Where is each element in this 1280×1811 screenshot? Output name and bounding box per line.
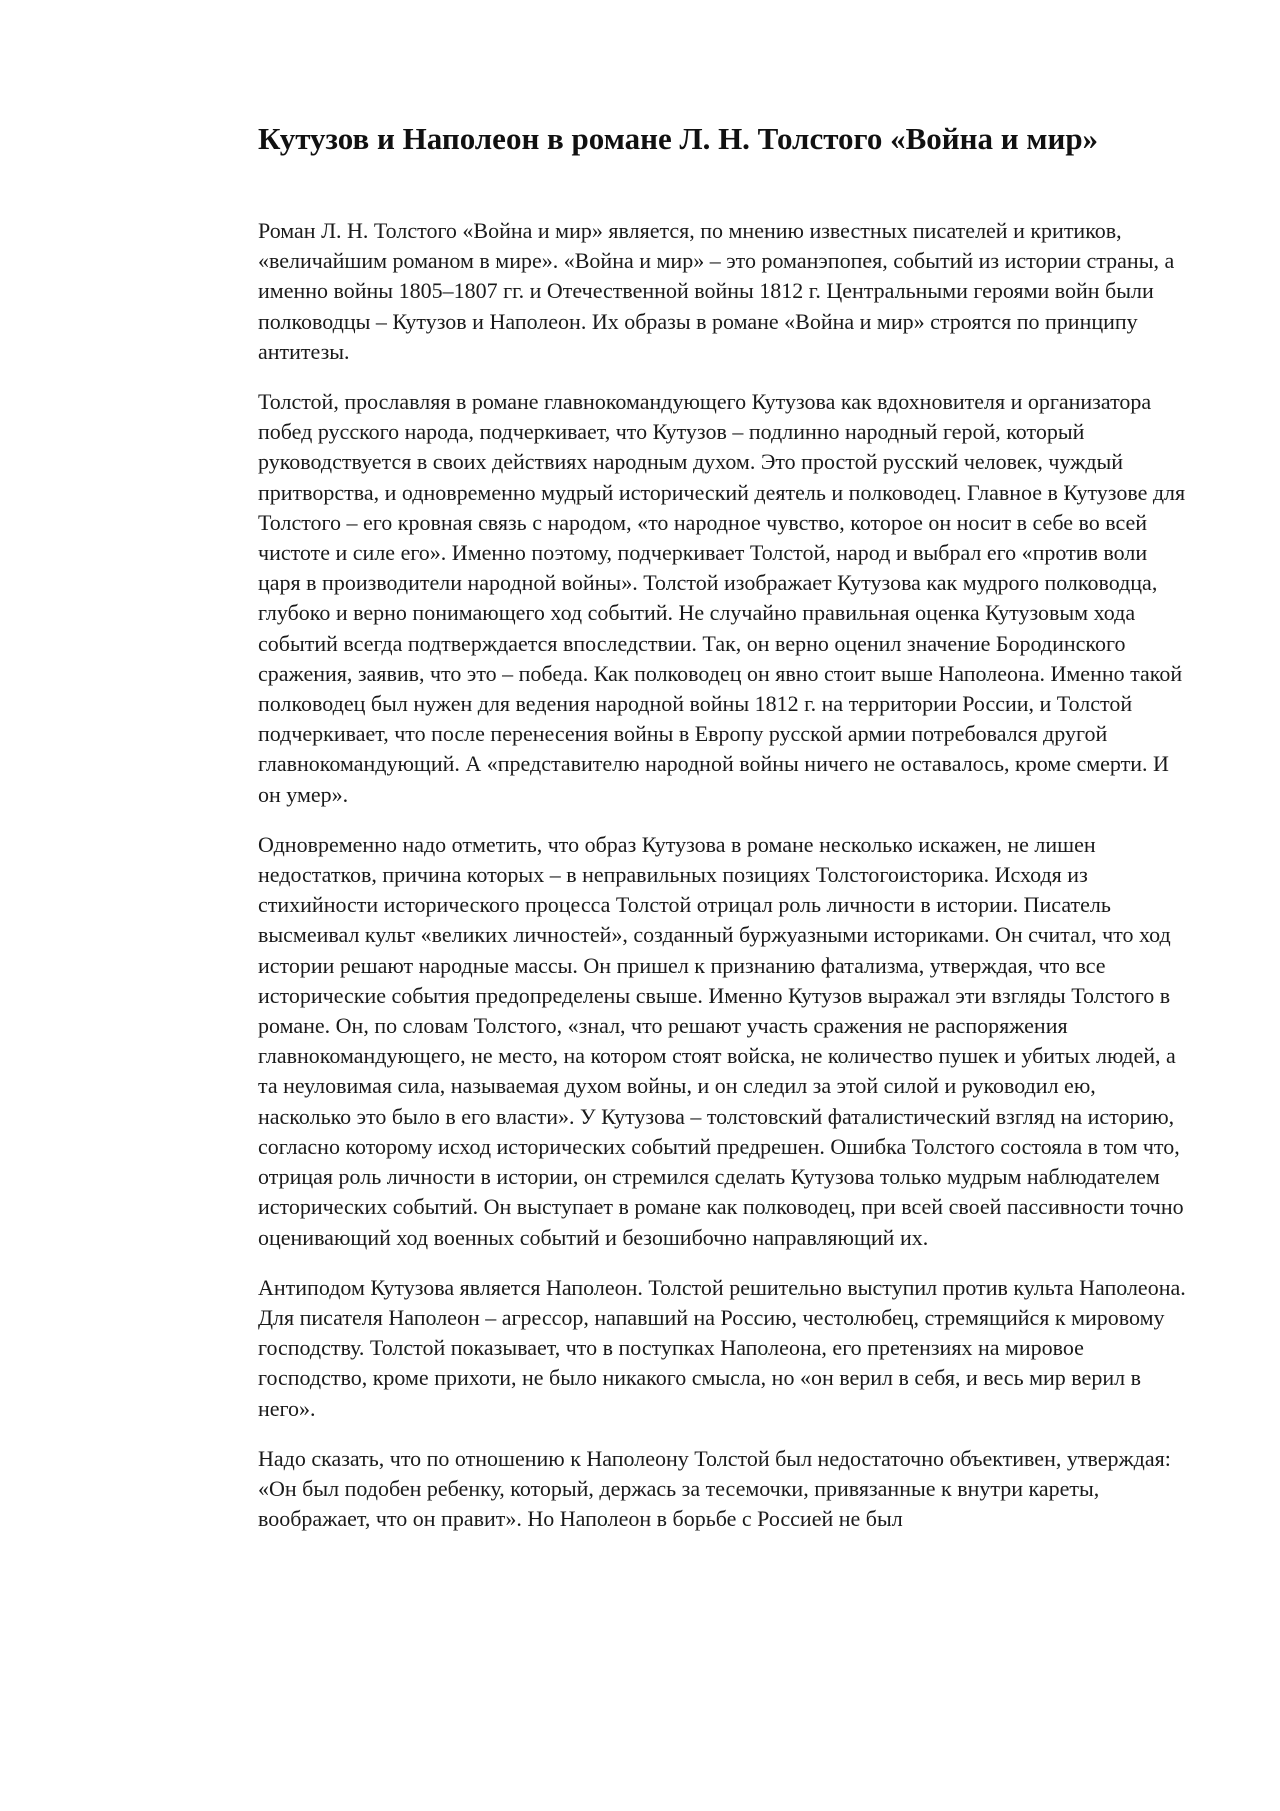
paragraph-napoleon: Антиподом Кутузова является Наполеон. Толстой решительно выступил против культа Наполеона. Для писателя Наполеон – агрессор, напавший на Россию, честолюбец, стремящийся к мировому господству. Толстой показывает, что в поступках Наполеона, его претензиях на мировое господство, кроме прихоти, не было никакого смысла, но «он верил в себя, и весь мир верил в него». xyxy=(258,1274,1186,1421)
paragraph-intro: Роман Л. Н. Толстого «Война и мир» является, по мнению известных писателей и критиков, «величайшим романом в мире». «Война и мир» – это романэпопея, событий из истории страны, а именно войны 1805–1807 гг. и Отечественной войны 1812 г. Центральными героями войн были полководцы – Кутузов и Наполеон. Их образы в романе «Война и мир» строятся по принципу антитезы. xyxy=(258,218,1175,364)
paragraph-napoleon-objectivity: Надо сказать, что по отношению к Наполеону Толстой был недостаточно объективен, утверждая: «Он был подобен ребенку, который, держась за тесемочки, привязанные к внутри кареты, воображает, что он правит». Но Наполеон в борьбе с Россией не был xyxy=(258,1445,1171,1532)
paragraph-kutuzov-hero: Толстой, прославляя в романе главнокомандующего Кутузова как вдохновителя и организатора побед русского народа, подчеркивает, что Кутузов – подлинно народный герой, который руководствуется в своих действиях народным духом. Это простой русский человек, чуждый притворства, и одновременно мудрый исторический деятель и полководец. Главное в Кутузове для Толстого – его кровная связь с народом, «то народное чувство, которое он носит в себе во всей чистоте и силе его». Именно поэтому, подчеркивает Толстой, народ и выбрал его «против воли царя в производители народной войны». Толстой изображает Кутузова как мудрого полководца, глубоко и верно понимающего ход событий. Не случайно правильная оценка Кутузовым хода событий всегда подтверждается впоследствии. Так, он верно оценил значение Бородинского сражения, заявив, что это – победа. Как полководец он явно стоит выше Наполеона. Именно такой полководец был нужен для ведения народной войны 1812 г. на территории России, и Толстой подчеркивает, что после перенесения войны в Европу русской армии потребовался другой главнокомандующий. А «представителю народной войны ничего не оставалось, кроме смерти. И он умер». xyxy=(258,389,1186,807)
document-content xyxy=(258,120,1190,1554)
paragraph-kutuzov-flaws: Одновременно надо отметить, что образ Кутузова в романе несколько искажен, не лишен недостатков, причина которых – в неправильных позициях Толстогоисторика. Исходя из стихийности исторического процесса Толстой отрицал роль личности в истории. Писатель высмеивал культ «великих личностей», созданный буржуазными историками. Он считал, что ход истории решают народные массы. Он пришел к признанию фатализма, утверждая, что все исторические события предопределены свыше. Именно Кутузов выражал эти взгляды Толстого в романе. Он, по словам Толстого, «знал, что решают участь сражения не распоряжения главнокомандующего, не место, на котором стоят войска, не количество пушек и убитых людей, а та неуловимая сила, называемая духом войны, и он следил за этой силой и руководил ею, насколько это было в его власти». У Кутузова – толстовский фаталистический взгляд на историю, согласно которому исход исторических событий предрешен. Ошибка Толстого состояла в том что, отрицая роль личности в истории, он стремился сделать Кутузова только мудрым наблюдателем исторических событий. Он выступает в романе как полководец, при всей своей пассивности точно оценивающий ход военных событий и безошибочно направляющий их. xyxy=(258,831,1184,1250)
document-title: Кутузов и Наполеон в романе Л. Н. Толстого «Война и мир» xyxy=(258,121,1099,156)
